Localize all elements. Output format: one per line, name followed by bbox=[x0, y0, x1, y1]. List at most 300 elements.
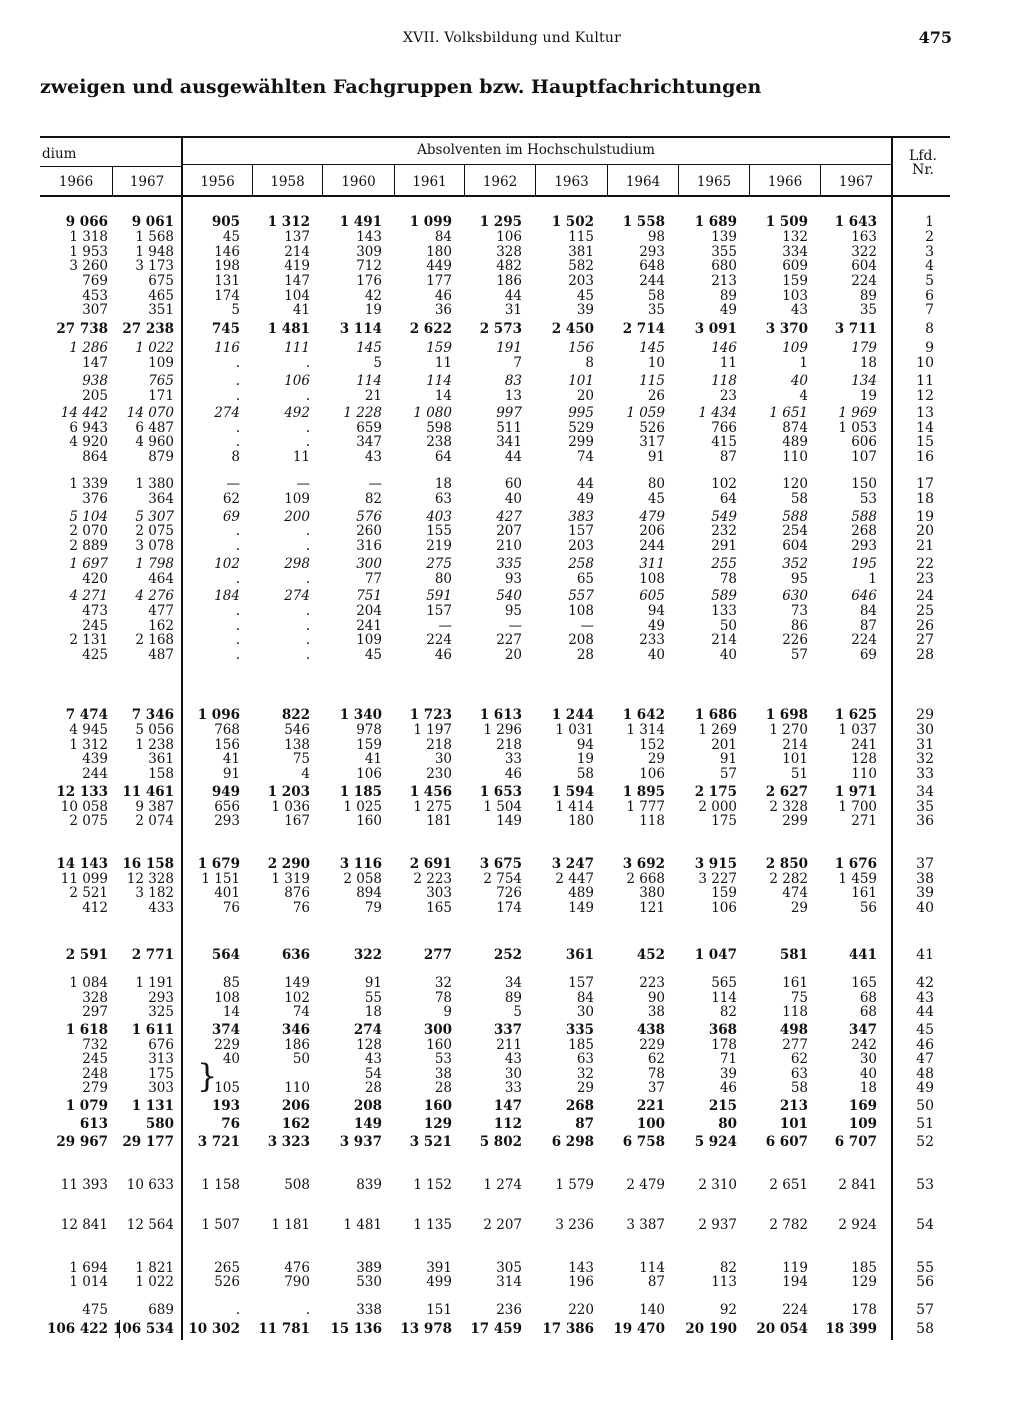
table-cell: 40 bbox=[719, 647, 737, 663]
table-cell: 159 bbox=[782, 273, 808, 289]
table-cell: 244 bbox=[639, 538, 665, 554]
table-cell: 6 487 bbox=[135, 420, 174, 436]
table-cell: 1 481 bbox=[343, 1217, 382, 1233]
table-cell: 5 bbox=[231, 302, 240, 318]
table-cell: 143 bbox=[568, 1260, 594, 1276]
table-cell: 147 bbox=[82, 355, 108, 371]
table-cell: 208 bbox=[353, 1098, 382, 1114]
table-cell: 9 bbox=[443, 1004, 452, 1020]
table-cell: 1 bbox=[868, 571, 877, 587]
table-cell: 4 271 bbox=[69, 588, 108, 604]
table-cell: 299 bbox=[568, 434, 594, 450]
table-cell: 588 bbox=[782, 509, 808, 525]
table-cell: 347 bbox=[848, 1022, 877, 1038]
table-cell: 177 bbox=[426, 273, 452, 289]
table-cell: 1 318 bbox=[69, 229, 108, 245]
table-cell: 82 bbox=[719, 1260, 737, 1276]
table-cell: 159 bbox=[711, 885, 737, 901]
row-number-cell: 33 bbox=[916, 766, 934, 782]
table-cell: 1 971 bbox=[834, 784, 877, 800]
table-cell: 3 692 bbox=[622, 856, 665, 872]
table-cell: . bbox=[305, 523, 310, 539]
table-cell: 2 058 bbox=[343, 871, 382, 887]
table-cell: 208 bbox=[568, 632, 594, 648]
table-cell: . bbox=[305, 355, 310, 371]
table-cell: 606 bbox=[851, 434, 877, 450]
table-cell: 19 bbox=[364, 302, 382, 318]
table-cell: 13 978 bbox=[400, 1321, 452, 1337]
table-cell: 34 bbox=[504, 975, 522, 991]
table-cell: 248 bbox=[82, 1066, 108, 1082]
table-cell: 403 bbox=[426, 509, 452, 525]
table-cell: 176 bbox=[356, 273, 382, 289]
table-cell: 383 bbox=[568, 509, 594, 525]
year-header: 1963 bbox=[554, 174, 589, 190]
row-number-cell: 10 bbox=[916, 355, 934, 371]
table-cell: 361 bbox=[148, 751, 174, 767]
table-cell: . bbox=[305, 632, 310, 648]
year-header: 1956 bbox=[200, 174, 235, 190]
year-header: 1958 bbox=[270, 174, 305, 190]
table-cell: 564 bbox=[211, 947, 240, 963]
table-cell: 275 bbox=[426, 556, 452, 572]
table-cell: — bbox=[580, 618, 594, 634]
table-cell: 159 bbox=[426, 340, 452, 356]
table-cell: 298 bbox=[284, 556, 310, 572]
table-cell: 2 075 bbox=[135, 523, 174, 539]
table-cell: 43 bbox=[504, 1051, 522, 1067]
table-cell: 93 bbox=[504, 571, 522, 587]
table-cell: 277 bbox=[423, 947, 452, 963]
table-cell: 464 bbox=[148, 571, 174, 587]
table-cell: 4 bbox=[301, 766, 310, 782]
table-cell: 145 bbox=[639, 340, 665, 356]
table-cell: 89 bbox=[504, 990, 522, 1006]
table-cell: 1 295 bbox=[479, 214, 522, 230]
table-cell: 121 bbox=[639, 900, 665, 916]
table-cell: 131 bbox=[214, 273, 240, 289]
table-cell: 1 031 bbox=[555, 722, 594, 738]
row-number-cell: 58 bbox=[916, 1321, 934, 1337]
table-cell: 6 298 bbox=[551, 1134, 594, 1150]
table-cell: 14 bbox=[222, 1004, 240, 1020]
table-cell: — bbox=[508, 618, 522, 634]
table-cell: 1 969 bbox=[838, 405, 877, 421]
left-year-rule bbox=[40, 166, 182, 167]
table-cell: 1 275 bbox=[413, 799, 452, 815]
table-cell: 84 bbox=[434, 229, 452, 245]
table-cell: 65 bbox=[576, 571, 594, 587]
table-cell: 207 bbox=[496, 523, 522, 539]
table-cell: 11 461 bbox=[122, 784, 174, 800]
table-cell: 822 bbox=[281, 707, 310, 723]
table-cell: 42 bbox=[364, 288, 382, 304]
table-cell: 297 bbox=[82, 1004, 108, 1020]
table-cell: 175 bbox=[148, 1066, 174, 1082]
row-number-cell: 51 bbox=[916, 1116, 934, 1132]
table-cell: 995 bbox=[568, 405, 594, 421]
table-cell: 1 459 bbox=[838, 871, 877, 887]
table-cell: 1 096 bbox=[197, 707, 240, 723]
table-cell: 2 591 bbox=[65, 947, 108, 963]
table-cell: 839 bbox=[356, 1177, 382, 1193]
table-cell: 605 bbox=[639, 588, 665, 604]
table-cell: 380 bbox=[639, 885, 665, 901]
table-cell: 438 bbox=[636, 1022, 665, 1038]
table-cell: 511 bbox=[496, 420, 522, 436]
table-cell: 214 bbox=[284, 244, 310, 260]
table-cell: 23 bbox=[719, 388, 737, 404]
table-cell: 337 bbox=[493, 1022, 522, 1038]
table-cell: 1 625 bbox=[834, 707, 877, 723]
table-cell: 876 bbox=[284, 885, 310, 901]
table-cell: 62 bbox=[790, 1051, 808, 1067]
table-cell: 60 bbox=[504, 476, 522, 492]
table-cell: 1 507 bbox=[201, 1217, 240, 1233]
table-cell: 57 bbox=[790, 647, 808, 663]
year-header: 1961 bbox=[412, 174, 447, 190]
table-cell: 162 bbox=[281, 1116, 310, 1132]
table-cell: 291 bbox=[711, 538, 737, 554]
table-cell: 255 bbox=[711, 556, 737, 572]
table-cell: 18 bbox=[859, 355, 877, 371]
table-cell: 1 036 bbox=[271, 799, 310, 815]
table-cell: 165 bbox=[851, 975, 877, 991]
table-cell: 401 bbox=[214, 885, 240, 901]
table-cell: 106 bbox=[639, 766, 665, 782]
table-cell: 2 754 bbox=[483, 871, 522, 887]
table-cell: 598 bbox=[426, 420, 452, 436]
table-cell: 6 707 bbox=[834, 1134, 877, 1150]
table-cell: 557 bbox=[568, 588, 594, 604]
table-cell: 2 841 bbox=[838, 1177, 877, 1193]
table-cell: 268 bbox=[851, 523, 877, 539]
table-cell: 244 bbox=[82, 766, 108, 782]
table-cell: 75 bbox=[292, 751, 310, 767]
row-number-cell: 56 bbox=[916, 1274, 934, 1290]
table-cell: 184 bbox=[214, 588, 240, 604]
table-cell: 115 bbox=[568, 229, 594, 245]
year-header: 1962 bbox=[482, 174, 518, 190]
row-number-cell: 36 bbox=[916, 813, 934, 829]
table-cell: 220 bbox=[568, 1302, 594, 1318]
table-cell: 138 bbox=[284, 737, 310, 753]
table-cell: 14 143 bbox=[56, 856, 108, 872]
table-cell: 659 bbox=[356, 420, 382, 436]
table-cell: 1 025 bbox=[343, 799, 382, 815]
table-cell: 415 bbox=[711, 434, 737, 450]
table-cell: 90 bbox=[647, 990, 665, 1006]
table-cell: 879 bbox=[148, 449, 174, 465]
table-cell: 30 bbox=[504, 1066, 522, 1082]
table-cell: 529 bbox=[568, 420, 594, 436]
table-cell: . bbox=[305, 1302, 310, 1318]
row-number-cell: 57 bbox=[916, 1302, 934, 1318]
table-cell: 361 bbox=[565, 947, 594, 963]
table-cell: 474 bbox=[782, 885, 808, 901]
table-cell: 368 bbox=[708, 1022, 737, 1038]
table-cell: 1 197 bbox=[413, 722, 452, 738]
table-cell: 160 bbox=[426, 1037, 452, 1053]
row-number-cell: 17 bbox=[916, 476, 934, 492]
table-cell: 178 bbox=[851, 1302, 877, 1318]
year-header: 1965 bbox=[696, 174, 732, 190]
table-cell: 309 bbox=[356, 244, 382, 260]
table-cell: 35 bbox=[859, 302, 877, 318]
table-cell: 313 bbox=[148, 1051, 174, 1067]
table-cell: 118 bbox=[639, 813, 665, 829]
table-cell: 110 bbox=[284, 1080, 310, 1096]
table-cell: — bbox=[438, 618, 452, 634]
table-cell: 53 bbox=[434, 1051, 452, 1067]
table-cell: 69 bbox=[859, 647, 877, 663]
lfd-label: Lfd. bbox=[909, 148, 937, 164]
table-cell: 129 bbox=[851, 1274, 877, 1290]
table-cell: 1 579 bbox=[555, 1177, 594, 1193]
table-cell: 218 bbox=[426, 737, 452, 753]
table-cell: 1 777 bbox=[626, 799, 665, 815]
row-number-cell: 21 bbox=[916, 538, 934, 554]
table-cell: 1 084 bbox=[69, 975, 108, 991]
table-cell: 303 bbox=[426, 885, 452, 901]
table-cell: 3 236 bbox=[555, 1217, 594, 1233]
table-cell: 1 948 bbox=[135, 244, 174, 260]
table-cell: 508 bbox=[284, 1177, 310, 1193]
table-cell: 1 269 bbox=[698, 722, 737, 738]
table-cell: 1 679 bbox=[197, 856, 240, 872]
table-cell: 169 bbox=[848, 1098, 877, 1114]
row-number-cell: 28 bbox=[916, 647, 934, 663]
table-cell: 351 bbox=[148, 302, 174, 318]
table-cell: . bbox=[305, 571, 310, 587]
table-cell: . bbox=[235, 603, 240, 619]
table-cell: 526 bbox=[639, 420, 665, 436]
row-number-cell: 22 bbox=[916, 556, 934, 572]
row-number-cell: 7 bbox=[925, 302, 934, 318]
table-cell: 36 bbox=[434, 302, 452, 318]
table-cell: 18 bbox=[859, 1080, 877, 1096]
table-cell: 938 bbox=[82, 373, 108, 389]
table-cell: 109 bbox=[284, 491, 310, 507]
table-cell: 978 bbox=[356, 722, 382, 738]
table-cell: 476 bbox=[284, 1260, 310, 1276]
table-cell: 3 915 bbox=[694, 856, 737, 872]
table-cell: 2 282 bbox=[769, 871, 808, 887]
table-header-rule bbox=[40, 195, 950, 197]
table-cell: 89 bbox=[859, 288, 877, 304]
table-cell: 43 bbox=[364, 1051, 382, 1067]
table-cell: 105 bbox=[214, 1080, 240, 1096]
table-cell: 80 bbox=[434, 571, 452, 587]
table-cell: 75 bbox=[790, 990, 808, 1006]
table-cell: 101 bbox=[782, 751, 808, 767]
table-cell: 78 bbox=[434, 990, 452, 1006]
table-cell: 6 758 bbox=[622, 1134, 665, 1150]
table-cell: 95 bbox=[790, 571, 808, 587]
year-header: 1966 bbox=[58, 174, 94, 190]
table-cell: 46 bbox=[504, 766, 522, 782]
table-cell: 44 bbox=[504, 288, 522, 304]
group-header-rule bbox=[182, 164, 892, 165]
table-cell: 2 691 bbox=[409, 856, 452, 872]
table-cell: 161 bbox=[851, 885, 877, 901]
table-cell: 30 bbox=[859, 1051, 877, 1067]
table-cell: 2 131 bbox=[69, 632, 108, 648]
table-cell: 307 bbox=[82, 302, 108, 318]
table-cell: 215 bbox=[708, 1098, 737, 1114]
table-cell: 1 bbox=[799, 355, 808, 371]
table-cell: 894 bbox=[356, 885, 382, 901]
table-cell: 609 bbox=[782, 258, 808, 274]
table-cell: 325 bbox=[148, 1004, 174, 1020]
table-cell: 85 bbox=[222, 975, 240, 991]
table-cell: 39 bbox=[719, 1066, 737, 1082]
row-number-cell: 44 bbox=[916, 1004, 934, 1020]
table-cell: 268 bbox=[565, 1098, 594, 1114]
table-cell: 473 bbox=[82, 603, 108, 619]
table-cell: 43 bbox=[364, 449, 382, 465]
table-cell: 114 bbox=[711, 990, 737, 1006]
table-cell: 155 bbox=[426, 523, 452, 539]
table-cell: 2 782 bbox=[769, 1217, 808, 1233]
table-cell: 87 bbox=[575, 1116, 594, 1132]
table-cell: 2 450 bbox=[551, 321, 594, 337]
table-cell: 21 bbox=[364, 388, 382, 404]
table-cell: 1 238 bbox=[135, 737, 174, 753]
table-cell: 1 689 bbox=[694, 214, 737, 230]
table-cell: 293 bbox=[148, 990, 174, 1006]
table-cell: 482 bbox=[496, 258, 522, 274]
table-cell: 3 078 bbox=[135, 538, 174, 554]
table-cell: 19 bbox=[576, 751, 594, 767]
row-number-cell: 49 bbox=[916, 1080, 934, 1096]
table-cell: 87 bbox=[859, 618, 877, 634]
table-cell: 174 bbox=[214, 288, 240, 304]
table-cell: 210 bbox=[496, 538, 522, 554]
table-cell: 160 bbox=[423, 1098, 452, 1114]
table-cell: 453 bbox=[82, 288, 108, 304]
table-cell: 78 bbox=[719, 571, 737, 587]
table-cell: 80 bbox=[647, 476, 665, 492]
table-cell: 11 393 bbox=[60, 1177, 108, 1193]
table-cell: 5 056 bbox=[135, 722, 174, 738]
table-cell: 2 714 bbox=[622, 321, 665, 337]
table-cell: 140 bbox=[639, 1302, 665, 1318]
table-cell: 3 114 bbox=[339, 321, 382, 337]
table-cell: 1 152 bbox=[413, 1177, 452, 1193]
row-number-cell: 40 bbox=[916, 900, 934, 916]
table-cell: 145 bbox=[356, 340, 382, 356]
table-cell: 180 bbox=[426, 244, 452, 260]
table-cell: 76 bbox=[221, 1116, 240, 1132]
row-number-cell: 34 bbox=[916, 784, 934, 800]
table-cell: 159 bbox=[356, 737, 382, 753]
table-cell: 200 bbox=[284, 509, 310, 525]
table-cell: 233 bbox=[639, 632, 665, 648]
table-cell: 374 bbox=[211, 1022, 240, 1038]
table-cell: 689 bbox=[148, 1302, 174, 1318]
table-cell: 3 521 bbox=[409, 1134, 452, 1150]
table-cell: 73 bbox=[790, 603, 808, 619]
table-cell: 175 bbox=[711, 813, 737, 829]
table-cell: 53 bbox=[859, 491, 877, 507]
table-cell: 108 bbox=[568, 603, 594, 619]
table-cell: 29 967 bbox=[56, 1134, 108, 1150]
table-cell: 224 bbox=[782, 1302, 808, 1318]
table-cell: 1 191 bbox=[135, 975, 174, 991]
row-number-cell: 14 bbox=[916, 420, 934, 436]
table-cell: 147 bbox=[284, 273, 310, 289]
table-cell: 1 022 bbox=[135, 1274, 174, 1290]
year-header: 1960 bbox=[341, 174, 376, 190]
row-number-cell: 45 bbox=[916, 1022, 934, 1038]
table-cell: 1 491 bbox=[339, 214, 382, 230]
table-cell: 40 bbox=[859, 1066, 877, 1082]
table-cell: 102 bbox=[711, 476, 737, 492]
row-number-cell: 5 bbox=[925, 273, 934, 289]
table-cell: 11 099 bbox=[60, 871, 108, 887]
table-cell: 35 bbox=[647, 302, 665, 318]
row-number-cell: 46 bbox=[916, 1037, 934, 1053]
table-cell: 219 bbox=[426, 538, 452, 554]
table-cell: 213 bbox=[711, 273, 737, 289]
table-cell: 79 bbox=[364, 900, 382, 916]
table-cell: 293 bbox=[214, 813, 240, 829]
table-cell: 41 bbox=[364, 751, 382, 767]
table-cell: 226 bbox=[782, 632, 808, 648]
table-cell: 203 bbox=[568, 538, 594, 554]
table-cell: 62 bbox=[647, 1051, 665, 1067]
table-cell: 242 bbox=[851, 1037, 877, 1053]
table-cell: 91 bbox=[719, 751, 737, 767]
table-cell: 2 651 bbox=[769, 1177, 808, 1193]
table-cell: 12 564 bbox=[126, 1217, 174, 1233]
table-cell: 146 bbox=[711, 340, 737, 356]
table-cell: 7 bbox=[513, 355, 522, 371]
table-cell: 113 bbox=[711, 1274, 737, 1290]
table-cell: 28 bbox=[434, 1080, 452, 1096]
table-cell: 86 bbox=[790, 618, 808, 634]
table-cell: . bbox=[305, 434, 310, 450]
row-number-cell: 31 bbox=[916, 737, 934, 753]
table-cell: 1 022 bbox=[135, 340, 174, 356]
table-cell: 433 bbox=[148, 900, 174, 916]
table-cell: 27 738 bbox=[56, 321, 108, 337]
table-cell: 63 bbox=[434, 491, 452, 507]
table-cell: 106 bbox=[711, 900, 737, 916]
table-cell: 45 bbox=[647, 491, 665, 507]
table-cell: 314 bbox=[496, 1274, 522, 1290]
table-cell: 98 bbox=[647, 229, 665, 245]
table-cell: 6 943 bbox=[69, 420, 108, 436]
table-cell: 84 bbox=[576, 990, 594, 1006]
table-cell: 475 bbox=[82, 1302, 108, 1318]
table-cell: 69 bbox=[222, 509, 240, 525]
table-cell: 118 bbox=[711, 373, 737, 389]
column-group-label-left: dium bbox=[42, 146, 77, 162]
table-cell: 120 bbox=[782, 476, 808, 492]
table-cell: 54 bbox=[364, 1066, 382, 1082]
table-cell: 1 014 bbox=[69, 1274, 108, 1290]
table-cell: 227 bbox=[496, 632, 522, 648]
table-cell: 1 158 bbox=[201, 1177, 240, 1193]
table-cell: 206 bbox=[639, 523, 665, 539]
table-cell: 258 bbox=[568, 556, 594, 572]
table-cell: 300 bbox=[356, 556, 382, 572]
table-cell: 420 bbox=[82, 571, 108, 587]
table-cell: 277 bbox=[782, 1037, 808, 1053]
table-cell: 106 422 bbox=[46, 1321, 108, 1337]
